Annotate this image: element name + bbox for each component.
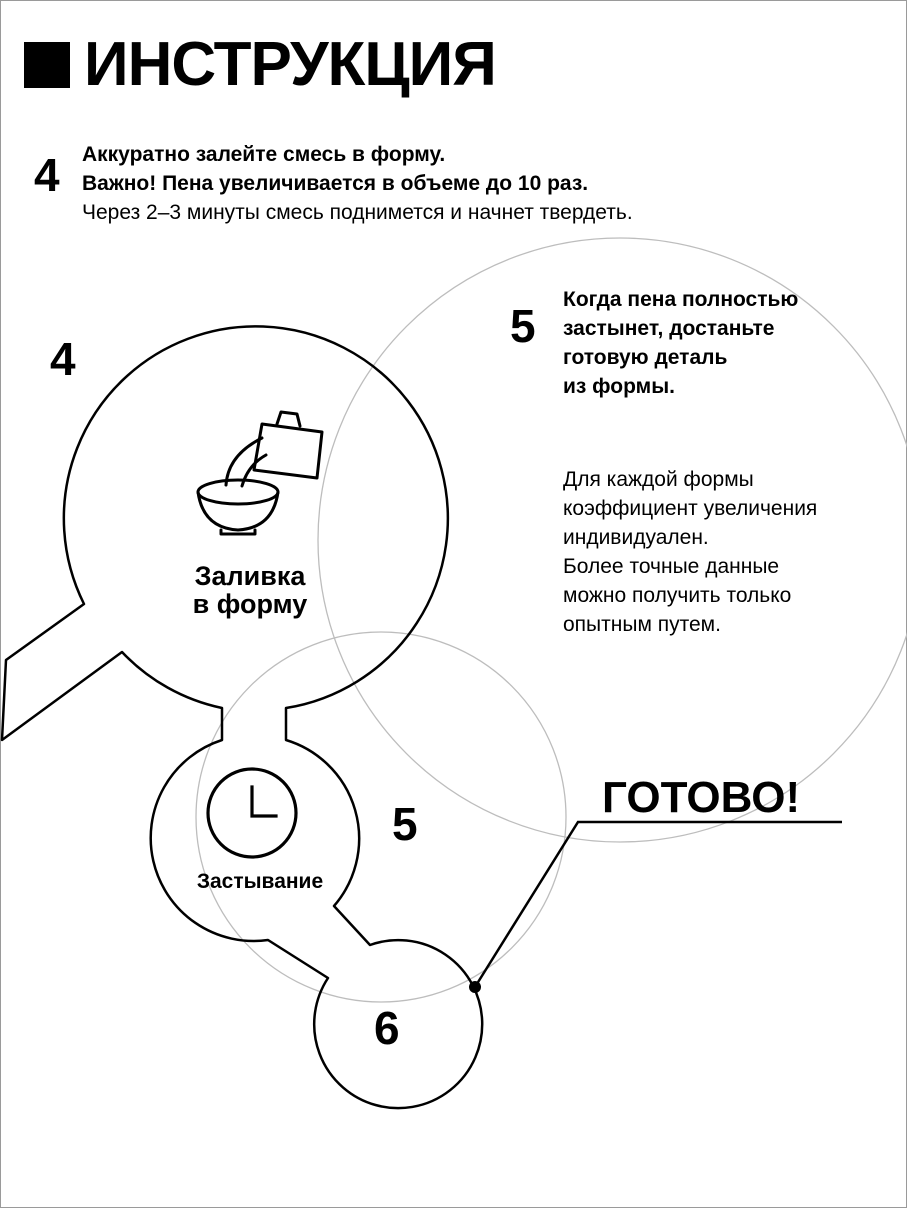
note-line2: коэффициент увеличения <box>563 497 818 520</box>
step4-line1: Аккуратно залейте смесь в форму. <box>82 143 446 166</box>
step4-description <box>82 140 633 227</box>
clock-icon <box>208 769 296 857</box>
step5-line1: Когда пена полностью <box>563 288 799 311</box>
pour-label <box>150 562 350 618</box>
diagram-number-5: 5 <box>392 798 418 850</box>
process-outline <box>2 326 482 1108</box>
ready-label: ГОТОВО! <box>602 773 801 822</box>
setting-label: Застывание <box>196 870 324 893</box>
pour-label-line1: Заливка <box>194 561 306 591</box>
step4-number: 4 <box>34 149 60 201</box>
note-line4: Более точные данные <box>563 555 780 578</box>
diagram-number-4: 4 <box>50 333 76 385</box>
note-line3: индивидуален. <box>563 526 709 549</box>
note-line1: Для каждой формы <box>563 468 754 491</box>
page-title: ИНСТРУКЦИЯ <box>84 30 496 99</box>
pour-into-bowl-icon <box>198 412 322 534</box>
pour-label-line2: в форму <box>192 589 308 619</box>
step5-line4: из формы. <box>563 375 675 398</box>
step5-line3: готовую деталь <box>563 346 728 369</box>
step5-line2: застынет, достаньте <box>563 317 775 340</box>
step5-description <box>563 285 798 401</box>
step4-line3: Через 2–3 минуты смесь поднимется и начнет твердеть. <box>82 201 633 224</box>
step4-line2: Важно! Пена увеличивается в объеме до 10 раз. <box>82 172 589 195</box>
note-line5: можно получить только <box>563 584 792 607</box>
note-text <box>563 465 817 639</box>
ready-leader-line <box>475 822 842 987</box>
note-line6: опытным путем. <box>563 613 721 636</box>
ready-leader-dot <box>469 981 481 993</box>
step5-number: 5 <box>510 300 536 352</box>
title-square-mark <box>24 42 70 88</box>
diagram-number-6: 6 <box>374 1002 400 1054</box>
